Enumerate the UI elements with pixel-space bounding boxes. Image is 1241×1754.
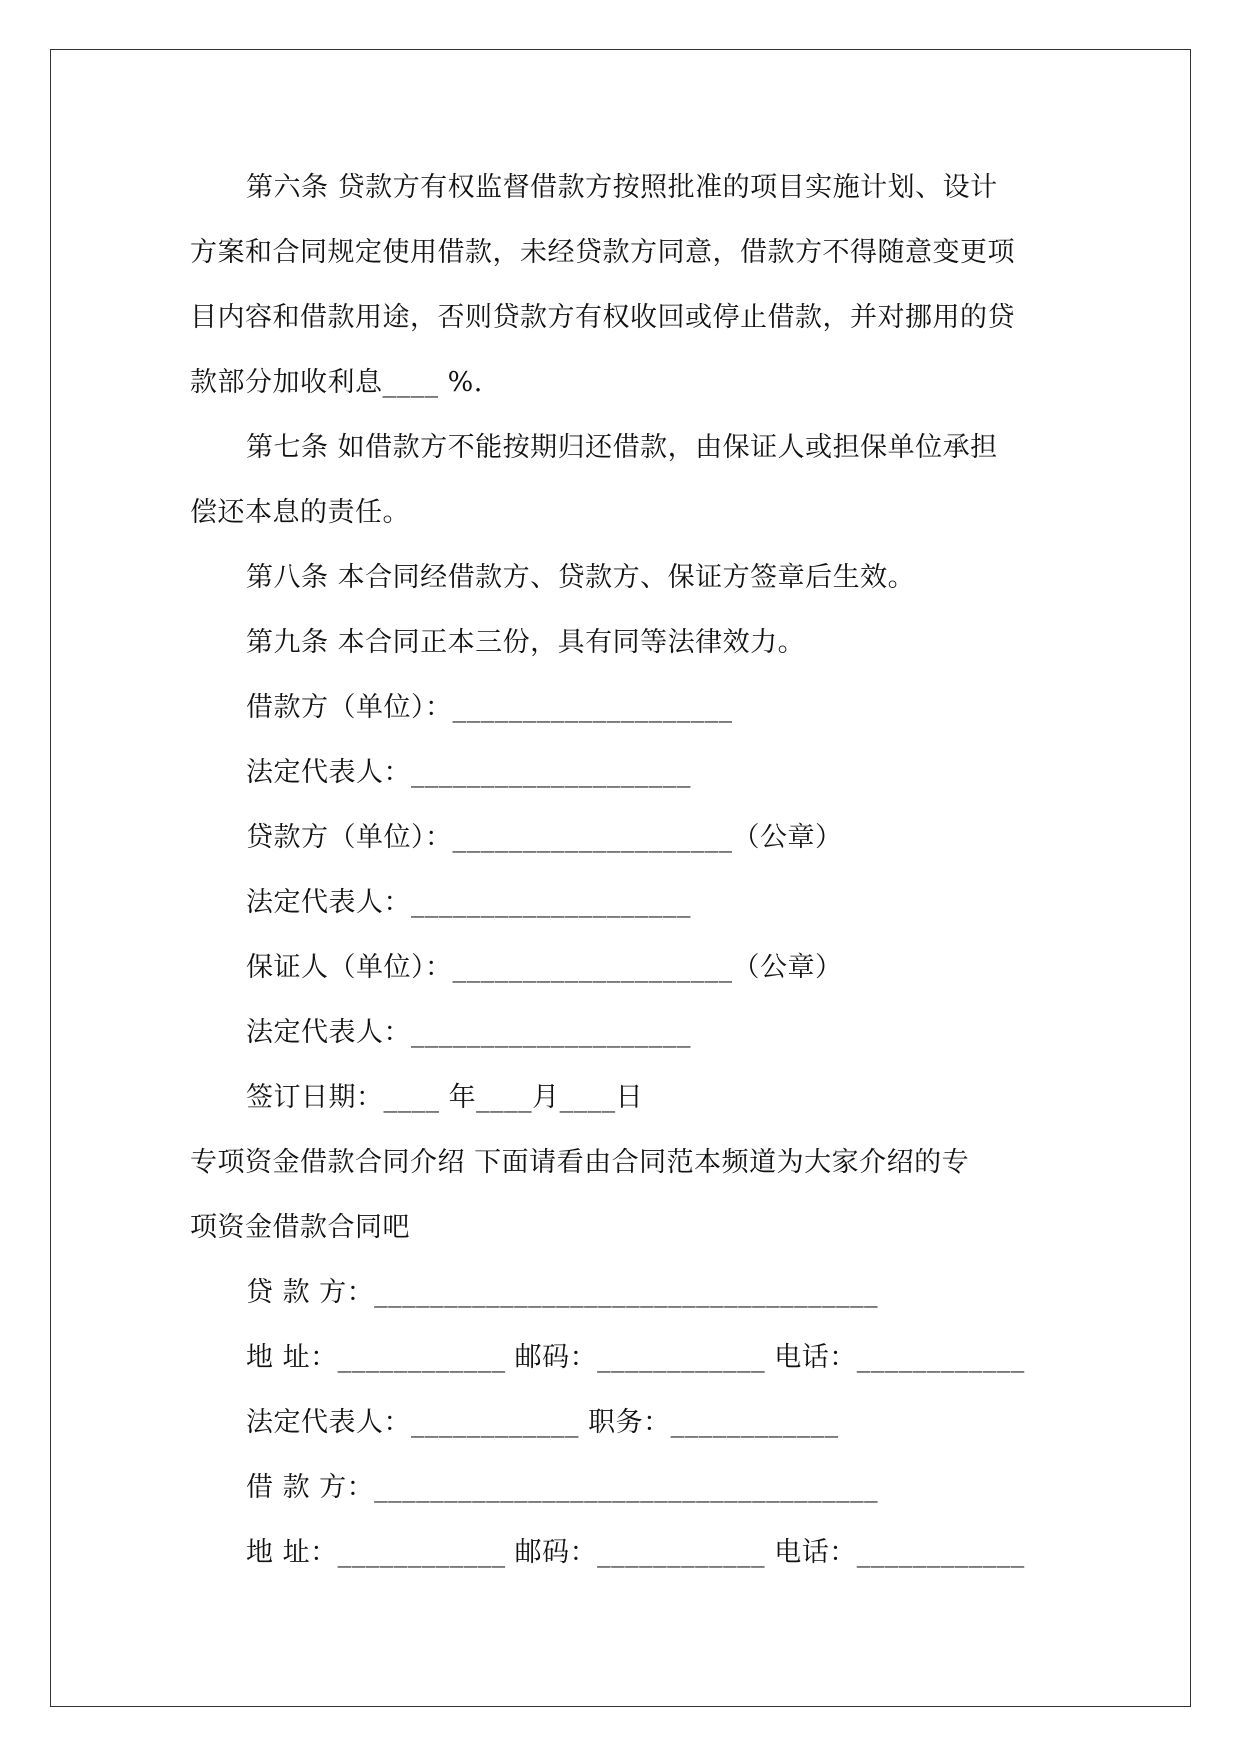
guarantor-unit-field: 保证人（单位）：____________________（公章） [246,952,843,983]
intro-line-2: 项资金借款合同吧 [190,1212,410,1243]
article-9: 第九条 本合同正本三份，具有同等法律效力。 [246,627,806,658]
document-body [190,155,1050,1585]
article-7-line-1: 第七条 如借款方不能按期归还借款，由保证人或担保单位承担 [246,432,998,463]
borrower-name-field: 借 款 方：____________________________________ [246,1472,879,1503]
article-6-line-2: 方案和合同规定使用借款，未经贷款方同意，借款方不得随意变更项 [190,237,1015,268]
lender-unit-field: 贷款方（单位）：____________________（公章） [246,822,843,853]
article-6-line-4: 款部分加收利息____ %. [190,367,483,398]
lender-name-field: 贷 款 方：____________________________________ [246,1277,879,1308]
borrower-unit-field: 借款方（单位）：____________________ [246,692,733,723]
intro-line-1: 专项资金借款合同介绍 下面请看由合同范本频道为大家介绍的专 [190,1147,970,1178]
guarantor-representative-field: 法定代表人：____________________ [246,1017,691,1048]
article-7-line-2: 偿还本息的责任。 [190,497,410,528]
borrower-representative-field: 法定代表人：____________________ [246,757,691,788]
article-6-line-1: 第六条 贷款方有权监督借款方按照批准的项目实施计划、设计 [246,172,998,203]
article-8: 第八条 本合同经借款方、贷款方、保证方签章后生效。 [246,562,916,593]
signing-date-field: 签订日期：____ 年____月____日 [246,1082,644,1113]
article-6-line-3: 目内容和借款用途，否则贷款方有权收回或停止借款，并对挪用的贷 [190,302,1015,333]
lender-representative-title-fields: 法定代表人：____________ 职务：____________ [246,1407,839,1438]
lender-contact-fields: 地 址：____________ 邮码：____________ 电话：____________ [246,1342,1025,1373]
lender-representative-field: 法定代表人：____________________ [246,887,691,918]
borrower-contact-fields: 地 址：____________ 邮码：____________ 电话：____________ [246,1537,1025,1568]
